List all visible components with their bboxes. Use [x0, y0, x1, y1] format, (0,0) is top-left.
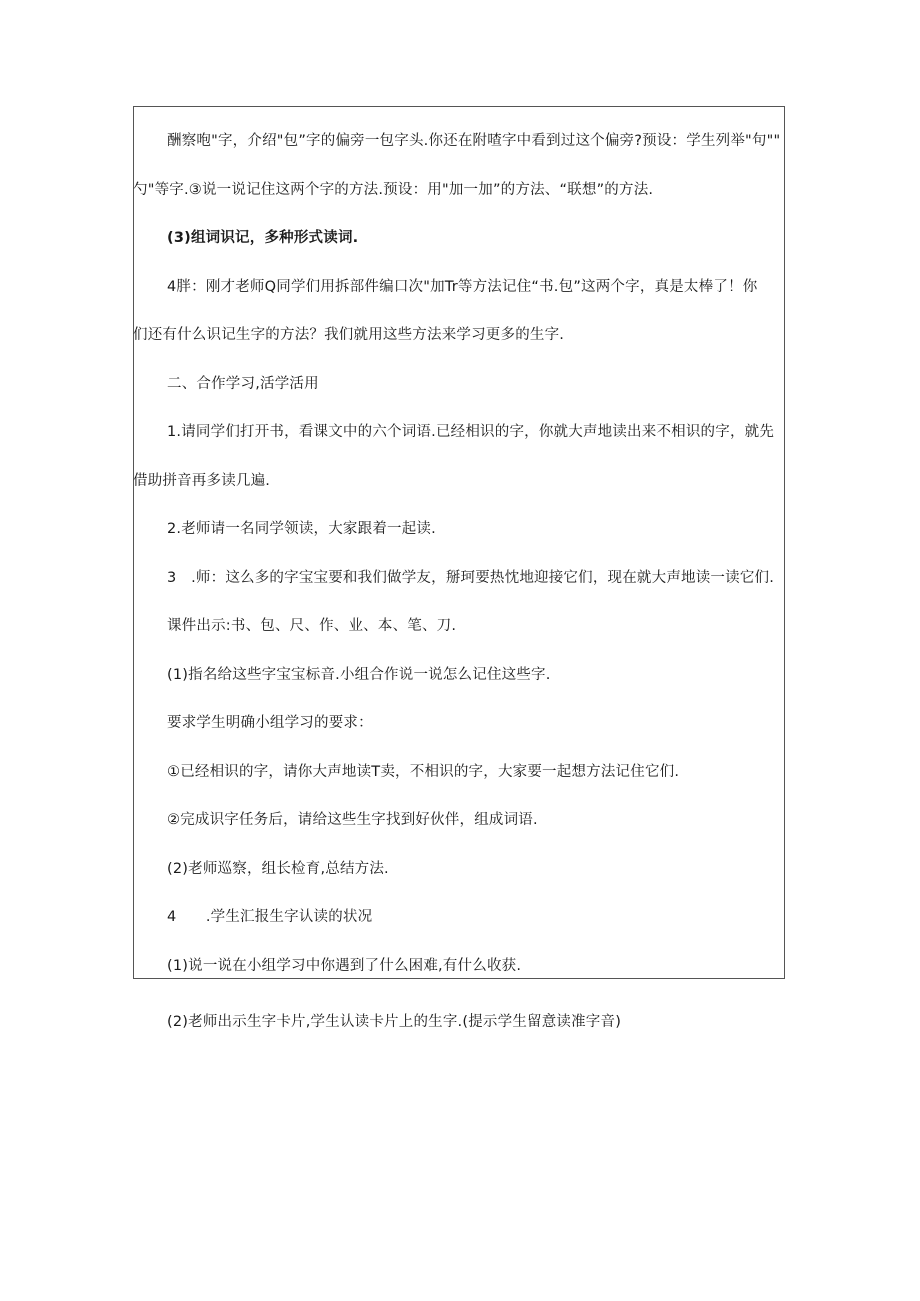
- after-frame-line: (2)老师出示生字卡片,学生认读卡片上的生字.(提示学生留意读准字音): [167, 1014, 622, 1030]
- paragraph-line-4: 4胖：刚才老师Q同学们用拆部件编口次"加Tr等方法记住“书.包”这两个字，真是太棒了！你: [167, 279, 758, 295]
- paragraph-line-18: (1)说一说在小组学习中你遇到了什么困难,有什么收获.: [167, 958, 522, 974]
- paragraph-line-2: 勺"等字.③说一说记住这两个字的方法.预设：用"加一加”的方法、“联想”的方法.: [133, 182, 654, 198]
- paragraph-line-17: 4 .学生汇报生字认读的状况: [167, 909, 373, 925]
- paragraph-line-11: 课件出示:书、包、尺、作、业、本、笔、刀.: [167, 618, 457, 634]
- paragraph-line-5: 们还有什么识记生字的方法？我们就用这些方法来学习更多的生字.: [133, 327, 565, 343]
- paragraph-line-16: (2)老师巡察，组长检育,总结方法.: [167, 861, 389, 877]
- paragraph-line-3: (3)组词识记，多种形式读词.: [167, 230, 359, 246]
- paragraph-line-10: 3 .师：这么多的字宝宝要和我们做学友，掰珂要热忱地迎接它们，现在就大声地读一读它们.: [167, 570, 775, 586]
- paragraph-line-14: ①已经相识的字，请你大声地读T卖，不相识的字，大家要一起想方法记住它们.: [167, 764, 680, 780]
- paragraph-line-13: 要求学生明确小组学习的要求：: [167, 715, 373, 731]
- section-heading: 二、合作学习,活学活用: [167, 376, 319, 392]
- paragraph-line-7: 1.请同学们打开书，看课文中的六个词语.已经相识的字，你就大声地读出来不相识的字，就先: [167, 424, 775, 440]
- paragraph-line-15: ②完成识字任务后，请给这些生字找到好伙伴，组成词语.: [167, 812, 538, 828]
- paragraph-line-8: 借助拼音再多读几遍.: [133, 473, 271, 489]
- paragraph-line-9: 2.老师请一名同学领读，大家跟着一起读.: [167, 521, 436, 537]
- paragraph-line-12: (1)指名给这些字宝宝标音.小组合作说一说怎么记住这些字.: [167, 667, 551, 683]
- paragraph-line-1: 酬察咆"字，介绍"包”字的偏旁一包字头.你还在附喳字中看到过这个偏旁?预设：学生列举"句"": [167, 133, 781, 149]
